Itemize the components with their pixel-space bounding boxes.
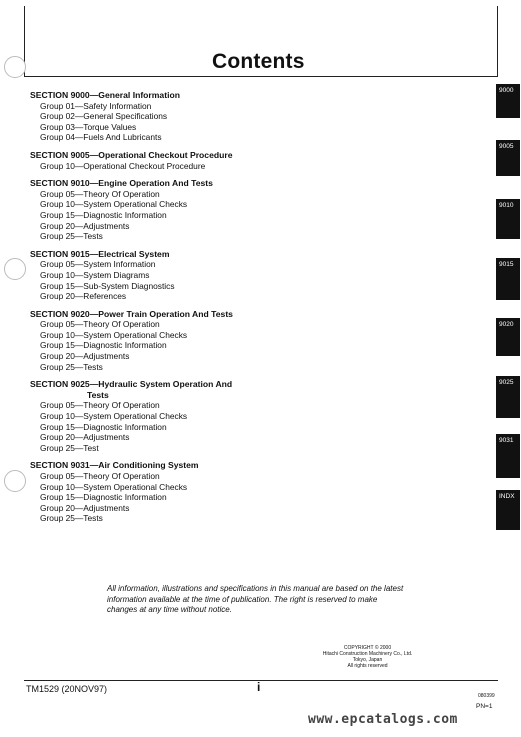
section-title-text: SECTION 9020—Power Train Operation And Tests [30, 308, 233, 319]
toc-group-entry[interactable]: Group 20—Adjustments [40, 432, 130, 443]
toc-section [30, 460, 470, 524]
section-title-text: SECTION 9031—Air Conditioning System [30, 460, 199, 471]
footer-rule [24, 680, 498, 681]
binder-hole-icon [4, 56, 26, 78]
toc-group-entry[interactable]: Group 15—Diagnostic Information [40, 492, 167, 503]
toc-group-entry[interactable]: Group 15—Sub-System Diagnostics [40, 280, 175, 291]
toc-group-entry[interactable]: Group 15—Diagnostic Information [40, 421, 167, 432]
section-title-text: SECTION 9015—Electrical System [30, 248, 170, 259]
section-tab[interactable]: 9025 [496, 376, 520, 418]
page-roman: i [257, 680, 261, 694]
toc-group-entry[interactable]: Group 05—Theory Of Operation [40, 400, 160, 411]
section-tab[interactable]: 9005 [496, 140, 520, 176]
table-of-contents [30, 90, 470, 531]
page-number: PN=1 [476, 703, 493, 710]
toc-group-entry[interactable]: Group 03—Torque Values [40, 121, 137, 132]
watermark: www.epcatalogs.com [308, 712, 458, 727]
toc-group-entry[interactable]: Group 05—Theory Of Operation [40, 188, 160, 199]
toc-group-entry[interactable]: Group 25—Tests [40, 231, 103, 242]
section-tab[interactable]: 9020 [496, 318, 520, 356]
toc-group-entry[interactable]: Group 25—Tests [40, 361, 103, 372]
toc-group-entry[interactable]: Group 05—Theory Of Operation [40, 471, 160, 481]
frame-right-rule [497, 6, 498, 76]
toc-group-entry[interactable]: Group 01—Safety Information [40, 100, 152, 111]
section-title-text: SECTION 9000—General Information [30, 90, 180, 100]
section-title[interactable] [30, 150, 470, 161]
section-tab[interactable]: 9010 [496, 199, 520, 239]
toc-group-entry[interactable]: Group 20—Adjustments [40, 220, 130, 231]
toc-group-entry[interactable]: Group 15—Diagnostic Information [40, 340, 167, 351]
section-title-text: SECTION 9025—Hydraulic System Operation And [30, 379, 233, 390]
toc-section [30, 178, 470, 242]
toc-section [30, 90, 470, 143]
toc-group-entry[interactable]: Group 05—System Information [40, 259, 156, 270]
copyright-block [300, 645, 435, 669]
section-tab[interactable]: 9015 [496, 258, 520, 300]
section-title[interactable] [30, 178, 470, 189]
section-title[interactable] [30, 309, 470, 320]
section-tab[interactable]: 9000 [496, 84, 520, 118]
section-title-text: SECTION 9005—Operational Checkout Procedure [30, 149, 233, 160]
binder-hole-icon [4, 258, 26, 280]
toc-group-entry[interactable]: Group 05—Theory Of Operation [40, 319, 160, 330]
toc-section [30, 249, 470, 302]
toc-group-entry[interactable]: Group 10—System Operational Checks [40, 481, 188, 492]
copyright-line: All rights reserved [347, 663, 388, 669]
toc-group-entry[interactable]: Group 10—System Operational Checks [40, 199, 188, 210]
section-title-text: SECTION 9010—Engine Operation And Tests [30, 178, 213, 189]
section-tab[interactable]: 9031 [496, 434, 520, 478]
toc-group-entry[interactable]: Group 20—Adjustments [40, 502, 130, 513]
toc-group-entry[interactable]: Group 10—Operational Checkout Procedure [40, 160, 206, 171]
toc-group-entry[interactable]: Group 10—System Operational Checks [40, 411, 188, 422]
section-title[interactable] [30, 379, 470, 400]
page-title: Contents [212, 50, 305, 73]
toc-group-entry[interactable]: Group 04—Fuels And Lubricants [40, 132, 162, 143]
section-title[interactable] [30, 249, 470, 260]
publication-notice: All information, illustrations and specifications in this manual are based on the latest information available at the time of publication. The right is reserved to make changes at any time without notice. [107, 584, 404, 614]
footer-code: 080399 [478, 693, 495, 699]
binder-hole-icon [4, 470, 26, 492]
toc-group-entry[interactable]: Group 15—Diagnostic Information [40, 209, 167, 220]
copyright-line: COPYRIGHT © 2000 [343, 645, 392, 651]
section-tab[interactable]: INDX [496, 490, 520, 530]
toc-section [30, 379, 470, 453]
toc-group-entry[interactable]: Group 20—Adjustments [40, 351, 130, 362]
toc-group-entry[interactable]: Group 02—General Specifications [40, 111, 168, 122]
copyright-line: Tokyo, Japan [352, 657, 383, 663]
section-title[interactable] [30, 90, 470, 101]
copyright-line: Hitachi Construction Machinery Co., Ltd. [322, 651, 413, 657]
toc-group-entry[interactable]: Group 10—System Diagrams [40, 269, 150, 280]
section-title-continuation: Tests [87, 389, 109, 400]
manual-id: TM1529 (20NOV97) [26, 684, 108, 694]
section-title[interactable] [30, 460, 470, 471]
toc-section [30, 150, 470, 171]
toc-group-entry[interactable]: Group 10—System Operational Checks [40, 329, 188, 340]
title-rule [24, 76, 498, 77]
toc-group-entry[interactable]: Group 25—Tests [40, 513, 103, 524]
toc-group-entry[interactable]: Group 25—Test [40, 442, 99, 453]
toc-group-entry[interactable]: Group 20—References [40, 291, 127, 302]
toc-section [30, 309, 470, 373]
